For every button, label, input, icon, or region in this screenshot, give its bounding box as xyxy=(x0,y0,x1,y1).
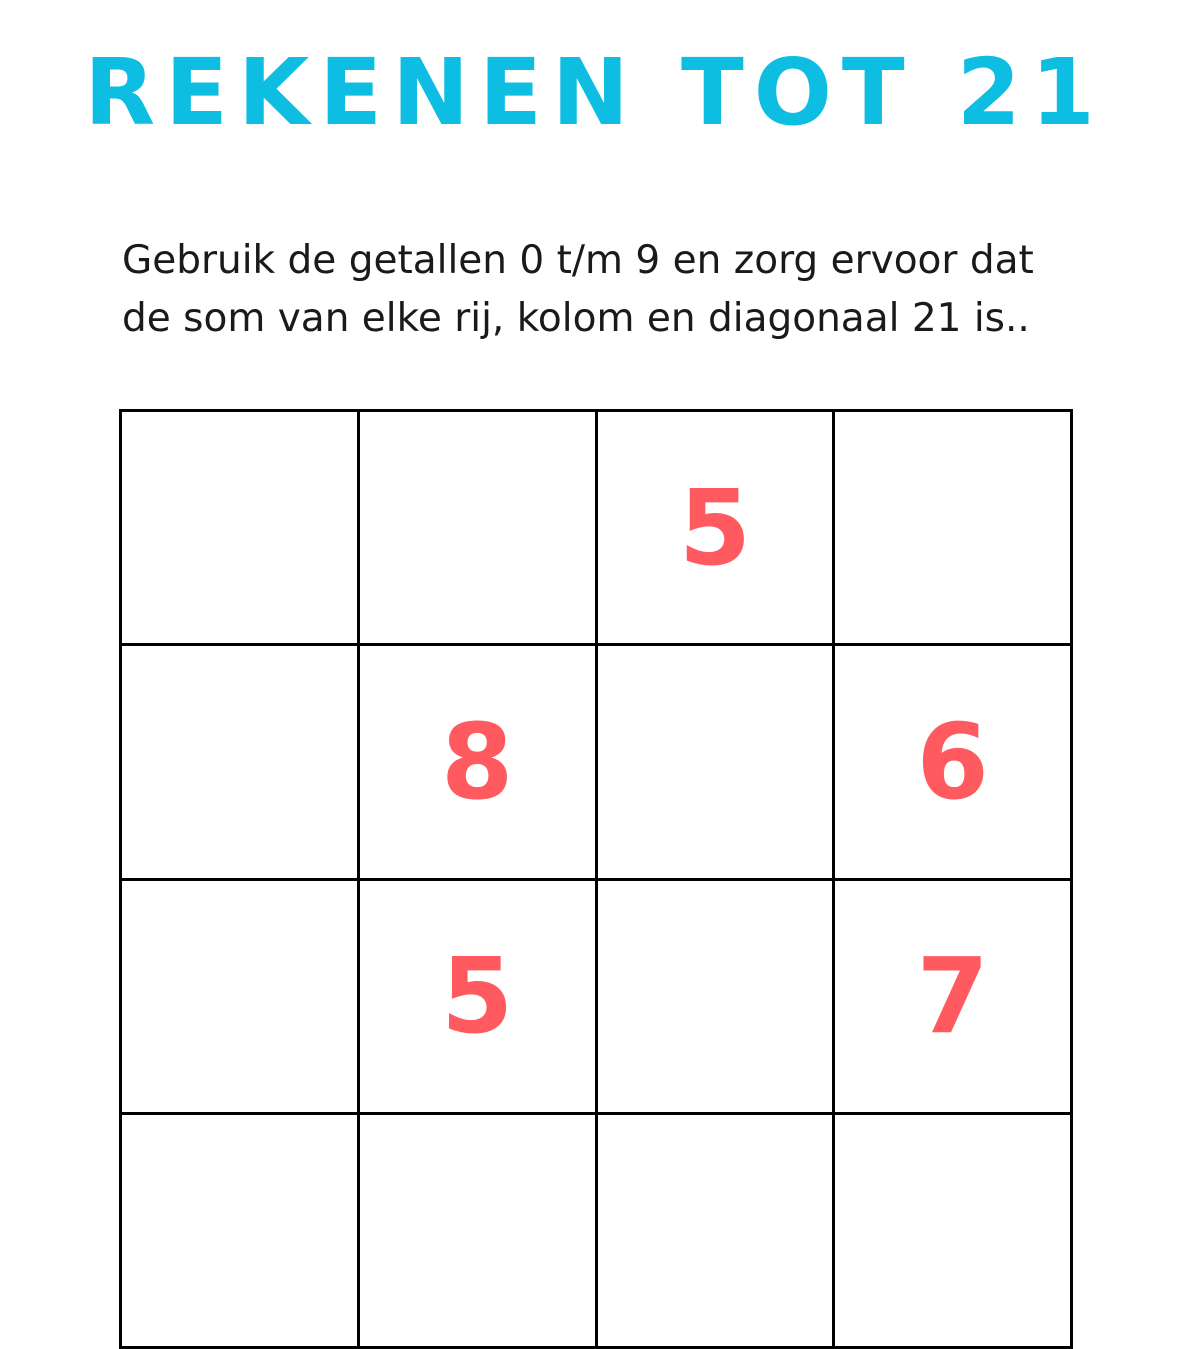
grid-cell-r2-c4: 6 xyxy=(835,646,1073,880)
puzzle-grid xyxy=(119,409,1073,1349)
grid-cell-r1-c4[interactable] xyxy=(835,412,1073,646)
instructions xyxy=(122,232,1082,348)
grid-cell-r3-c1[interactable] xyxy=(122,881,360,1115)
instructions-line-2: de som van elke rij, kolom en diagonaal 21 is.. xyxy=(122,296,1030,341)
instructions-line-1: Gebruik de getallen 0 t/m 9 en zorg ervoor dat xyxy=(122,238,1034,283)
grid-cell-r2-c1[interactable] xyxy=(122,646,360,880)
grid-cell-r3-c4: 7 xyxy=(835,881,1073,1115)
page-title: REKENEN TOT 21 xyxy=(84,39,1105,146)
grid-cell-r1-c1[interactable] xyxy=(122,412,360,646)
grid-cell-r4-c3[interactable] xyxy=(598,1115,836,1349)
grid-cell-r3-c2: 5 xyxy=(360,881,598,1115)
grid-cell-r4-c2[interactable] xyxy=(360,1115,598,1349)
grid-cell-r1-c3: 5 xyxy=(598,412,836,646)
grid-cell-r3-c3[interactable] xyxy=(598,881,836,1115)
grid-cell-r1-c2[interactable] xyxy=(360,412,598,646)
grid-cell-r2-c3[interactable] xyxy=(598,646,836,880)
grid-cell-r4-c1[interactable] xyxy=(122,1115,360,1349)
grid-cell-r2-c2: 8 xyxy=(360,646,598,880)
grid-cell-r4-c4[interactable] xyxy=(835,1115,1073,1349)
